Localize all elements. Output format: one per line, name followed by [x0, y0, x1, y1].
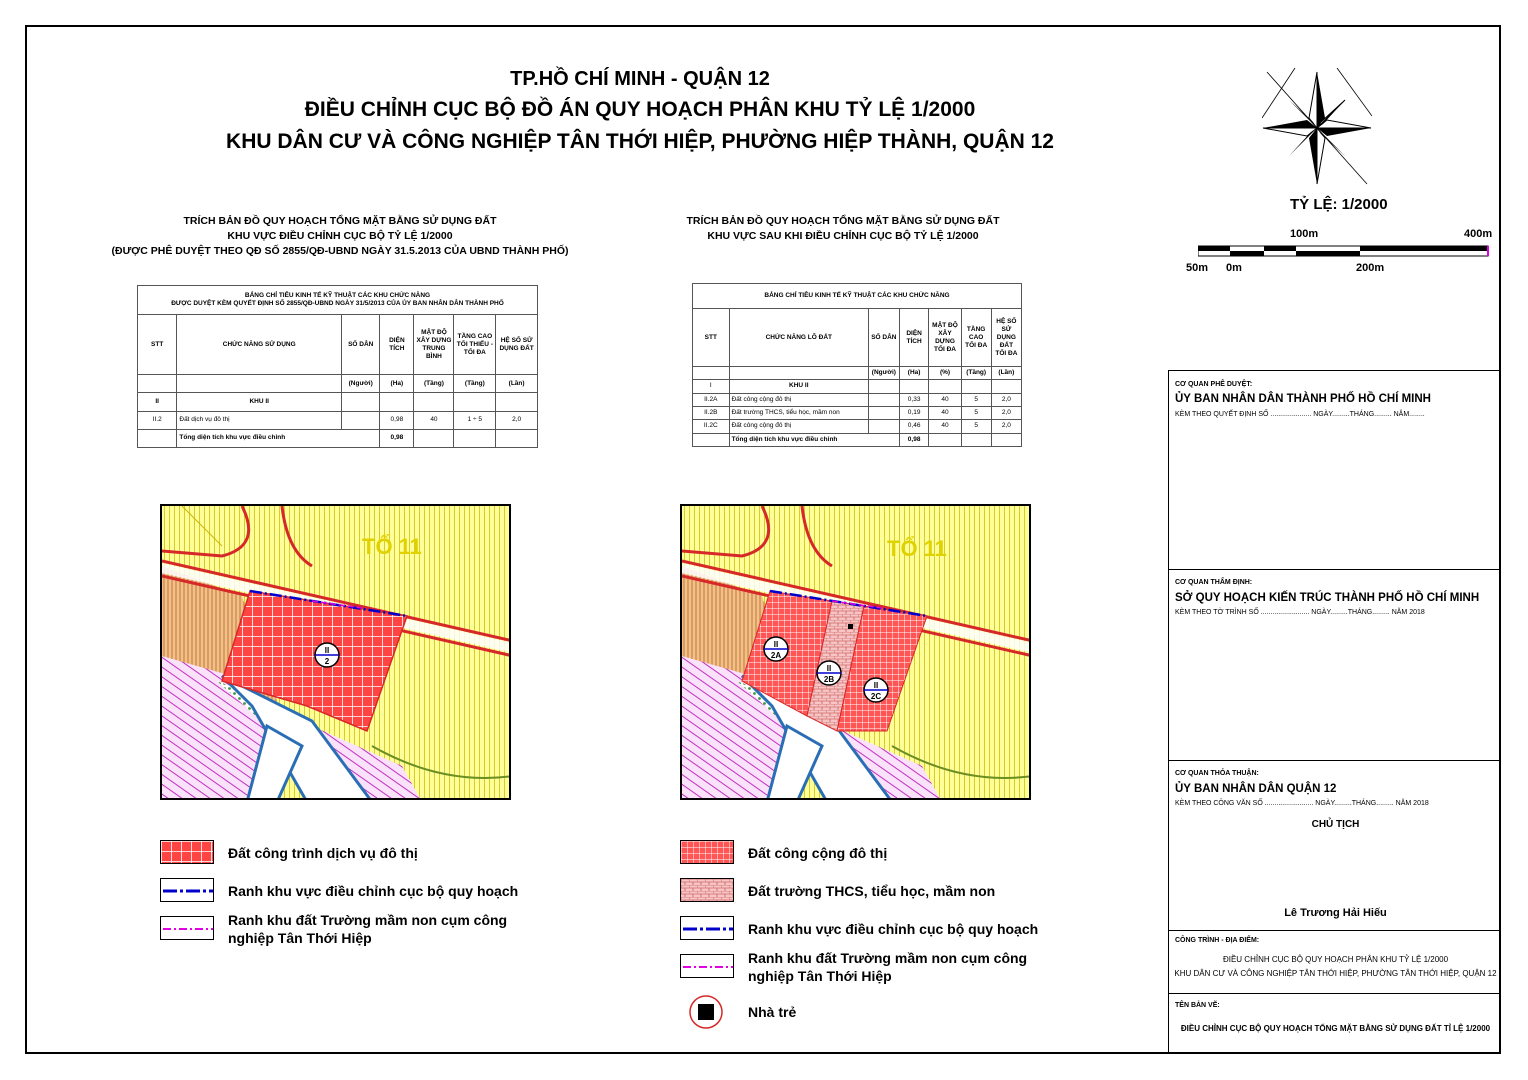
- svg-text:II: II: [826, 664, 832, 673]
- svg-text:II: II: [873, 681, 879, 690]
- right-table-row: II.2C Đất công cộng đô thị 0,46 40 5 2,0: [693, 420, 1022, 433]
- legend-school-boundary-label: Ranh khu đất Trường mầm non cụm công nghiệp Tân Thới Hiệp: [228, 912, 508, 946]
- titleblock-project: CÔNG TRÌNH - ĐỊA ĐIỂM: ĐIỀU CHỈNH CỤC BỘ QUY HOẠCH PHÂN KHU TỶ LỆ 1/2000 KHU DÂN CƯ VÀ CÔNG NGHIỆP TÂN THỚI HIỆP, PHƯỜNG TÂN THỚI HIỆP, QUẬN 12: [1168, 930, 1501, 994]
- titleblock-drawing: TÊN BẢN VẼ: ĐIỀU CHỈNH CỤC BỘ QUY HOẠCH TỔNG MẶT BẰNG SỬ DỤNG ĐẤT TỈ LỆ 1/2000: [1168, 993, 1501, 1054]
- right-map-marker: [864, 678, 888, 702]
- right-map: [680, 504, 1031, 800]
- svg-text:2C: 2C: [870, 692, 882, 701]
- nursery-icon: [688, 994, 724, 1030]
- left-map-label: TỔ 11: [362, 534, 422, 559]
- legend-public-swatch: [680, 840, 734, 864]
- legend-boundary-label: Ranh khu vực điều chỉnh cục bộ quy hoạch: [228, 883, 519, 899]
- left-heading: TRÍCH BẢN ĐỒ QUY HOẠCH TỔNG MẶT BẰNG SỬ DỤNG ĐẤT KHU VỰC ĐIỀU CHỈNH CỤC BỘ TỶ LỆ 1/2000 (ĐƯỢC PHÊ DUYỆT THEO QĐ SỐ 2855/QĐ-UBND NGÀY 31.5.2013 CỦA UBND THÀNH PHỐ): [111, 215, 569, 257]
- legend-school-boundary-label: Ranh khu đất Trường mầm non cụm công nghiệp Tân Thới Hiệp: [748, 950, 1028, 984]
- legend-school-boundary-swatch: [680, 954, 734, 978]
- right-heading: TRÍCH BẢN ĐỒ QUY HOẠCH TỔNG MẶT BẰNG SỬ DỤNG ĐẤT KHU VỰC SAU KHI ĐIỀU CHỈNH CỤC BỘ TỶ LỆ 1/2000: [686, 215, 1000, 242]
- title-line-3: KHU DÂN CƯ VÀ CÔNG NGHIỆP TÂN THỚI HIỆP, PHƯỜNG HIỆP THÀNH, QUẬN 12: [226, 130, 1054, 153]
- title-line-2: ĐIỀU CHỈNH CỤC BỘ ĐỒ ÁN QUY HOẠCH PHÂN KHU TỶ LỆ 1/2000: [304, 98, 976, 121]
- scale-tick-100m: 100m: [1290, 228, 1319, 240]
- legend-school-boundary-swatch: [160, 916, 214, 940]
- legend-boundary-swatch: [680, 916, 734, 940]
- legend-public-label: Đất công cộng đô thị: [748, 845, 888, 861]
- title-line-1: TP.HỒ CHÍ MINH - QUẬN 12: [510, 68, 770, 90]
- legend-school-swatch: [680, 878, 734, 902]
- signer-name: Lê Trương Hải Hiếu: [1284, 907, 1387, 919]
- svg-text:2: 2: [324, 657, 330, 666]
- legend-service-label: Đất công trình dịch vụ đô thị: [228, 845, 418, 861]
- svg-text:2A: 2A: [770, 651, 782, 660]
- left-table-row: II.2 Đất dịch vụ đô thị 0,98 40 1 ÷ 5 2,0: [138, 411, 538, 429]
- svg-text:II: II: [324, 646, 330, 655]
- left-spec-table: BẢNG CHỈ TIÊU KINH TẾ KỸ THUẬT CÁC KHU CHỨC NĂNG ĐƯỢC DUYỆT KÈM QUYẾT ĐỊNH SỐ 2855/QĐ-UBND NGÀY 31/5/2013 CỦA ỦY BAN NHÂN DÂN THÀNH PHỐ STT CHỨC NĂNG SỬ DỤNG SỐ DÂN DIỆN TÍCH MẬT ĐỘ XÂY DỰNG TRUNG BÌNH TẦNG CAO TỐI THIỂU - TỐI ĐA HỆ SỐ SỬ DỤNG ĐẤT (Người) (Ha) (Tầng) (Tầng) (Lần) II KHU II II.2 Đất dịch vụ đô thị 0,98 40 1 ÷ 5 2,0 Tổng diện tích khu vực điều chỉnh 0,98: [137, 285, 538, 448]
- right-spec-table: BẢNG CHỈ TIÊU KINH TẾ KỸ THUẬT CÁC KHU CHỨC NĂNG STT CHỨC NĂNG LÔ ĐẤT SỐ DÂN DIỆN TÍCH MẬT ĐỘ XÂY DỰNG TỐI ĐA TẦNG CAO TỐI ĐA HỆ SỐ SỬ DỤNG ĐẤT TỐI ĐA (Người) (Ha) (%) (Tầng) (Lần) I KHU II II.2A Đất công cộng đô thị 0,33 40 5 2,0 II.2B Đất trường THCS, tiểu học, mầm non 0,19 40 5 2,0 II.2C Đất công cộng đô thị 0,46 40 5 2,0 Tổng diện tích khu vực điều chỉnh 0,98: [692, 283, 1022, 447]
- right-map-marker: [817, 661, 841, 685]
- titleblock-approve: CƠ QUAN PHÊ DUYỆT: ỦY BAN NHÂN DÂN THÀNH PHỐ HỒ CHÍ MINH KÈM THEO QUYẾT ĐỊNH SỐ ..................... NGÀY.........THÁNG......... NĂM........: [1168, 370, 1501, 570]
- legend-nursery-label: Nhà trẻ: [748, 1004, 797, 1020]
- legend-school-label: Đất trường THCS, tiểu học, mầm non: [748, 883, 996, 899]
- scale-bar: [1198, 244, 1490, 258]
- legend-boundary-label: Ranh khu vực điều chỉnh cục bộ quy hoạch: [748, 921, 1039, 937]
- svg-text:2B: 2B: [823, 675, 835, 684]
- scale-tick-200m: 200m: [1356, 262, 1385, 274]
- legend-service-swatch: [160, 840, 214, 864]
- chair-title: CHỦ TỊCH: [1311, 819, 1360, 830]
- scale-tick-400m: 400m: [1464, 228, 1493, 240]
- right-table-row: II.2A Đất công cộng đô thị 0,33 40 5 2,0: [693, 393, 1022, 406]
- scale-label: TỶ LỆ: 1/2000: [1290, 196, 1388, 213]
- north-arrow-icon: [1262, 62, 1372, 192]
- titleblock-agree: CƠ QUAN THỎA THUẬN: ỦY BAN NHÂN DÂN QUẬN 12 KÈM THEO CÔNG VĂN SỐ ......................... NGÀY.........THÁNG......... NĂM 2018 CHỦ TỊCH Lê Trương Hải Hiếu: [1168, 760, 1501, 931]
- right-table-row: II.2B Đất trường THCS, tiểu học, mầm non 0,19 40 5 2,0: [693, 406, 1022, 419]
- scale-tick-0m: 0m: [1226, 262, 1242, 274]
- left-map: [160, 504, 511, 800]
- titleblock-appraise: CƠ QUAN THẨM ĐỊNH: SỞ QUY HOẠCH KIẾN TRÚC THÀNH PHỐ HỒ CHÍ MINH KÈM THEO TỜ TRÌNH SỐ ......................... NGÀY.........THÁNG......... NĂM 2018: [1168, 569, 1501, 761]
- svg-text:II: II: [773, 640, 779, 649]
- right-map-label: TỔ 11: [887, 536, 947, 561]
- right-map-marker: [764, 637, 788, 661]
- left-map-marker: [315, 643, 339, 667]
- legend-boundary-swatch: [160, 878, 214, 902]
- scale-tick-50m: 50m: [1186, 262, 1209, 274]
